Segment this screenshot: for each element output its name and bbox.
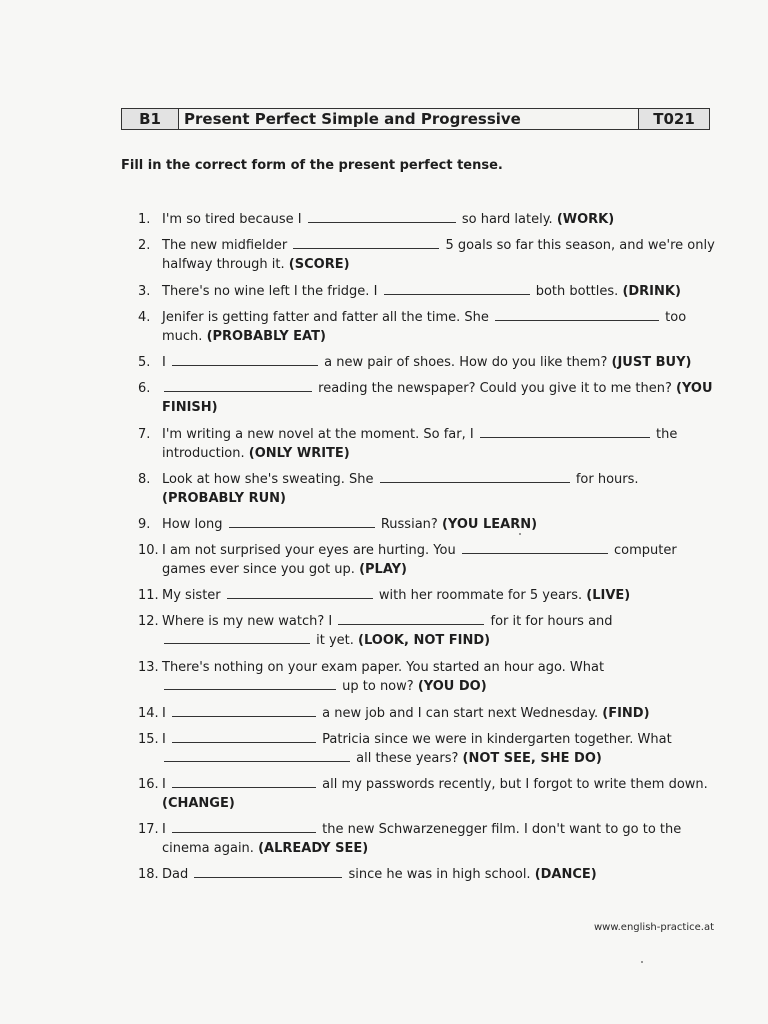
verb-hint: (DRINK) xyxy=(622,284,681,299)
exercise-item-4 xyxy=(138,308,716,346)
answer-blank[interactable] xyxy=(495,308,659,321)
verb-hint: (CHANGE) xyxy=(162,796,235,811)
answer-blank[interactable] xyxy=(172,730,316,743)
instruction-text: Fill in the correct form of the present perfect tense. xyxy=(121,158,503,173)
verb-hint: (YOU DO) xyxy=(417,679,487,694)
verb-hint: (ALREADY SEE) xyxy=(258,841,369,856)
exercise-item-11 xyxy=(138,586,716,605)
item-text: Where is my new watch? I xyxy=(162,614,333,629)
item-text: all my passwords recently, but I forgot to write them down. xyxy=(322,777,708,792)
exercise-item-10 xyxy=(138,541,716,579)
footer-url: www.english-practice.at xyxy=(594,922,715,933)
item-text: up to now? xyxy=(342,679,414,694)
answer-blank[interactable] xyxy=(164,631,310,644)
verb-hint: (DANCE) xyxy=(534,867,597,882)
verb-hint: (PROBABLY RUN) xyxy=(162,491,286,506)
worksheet-header xyxy=(121,108,710,130)
scan-speck xyxy=(641,961,643,963)
item-number: 8. xyxy=(138,472,151,487)
item-text: all these years? xyxy=(356,751,459,766)
item-number: 3. xyxy=(138,284,151,299)
item-text: Patricia since we were in kindergarten together. What xyxy=(322,732,672,747)
exercise-item-3 xyxy=(138,282,716,301)
exercise-item-15 xyxy=(138,730,716,768)
item-number: 15. xyxy=(138,732,159,747)
item-text: it yet. xyxy=(316,633,354,648)
exercise-item-14 xyxy=(138,704,716,723)
item-number: 17. xyxy=(138,822,159,837)
exercise-item-5 xyxy=(138,353,716,372)
exercise-item-7 xyxy=(138,425,716,463)
scan-speck xyxy=(519,533,521,535)
item-text: so hard lately. xyxy=(461,212,553,227)
answer-blank[interactable] xyxy=(480,425,650,438)
item-text: 5 goals so far this season, and we're only halfway through it. xyxy=(162,238,715,272)
item-number: 16. xyxy=(138,777,159,792)
item-text: both bottles. xyxy=(535,284,619,299)
verb-hint: (PLAY) xyxy=(359,562,408,577)
item-number: 9. xyxy=(138,517,151,532)
answer-blank[interactable] xyxy=(229,515,375,528)
verb-hint: (LIVE) xyxy=(586,588,631,603)
answer-blank[interactable] xyxy=(172,775,316,788)
exercise-item-13 xyxy=(138,658,716,696)
item-text: since he was in high school. xyxy=(348,867,531,882)
item-text: the new Schwarzenegger film. I don't want to go to the cinema again. xyxy=(162,822,682,856)
item-number: 5. xyxy=(138,355,151,370)
item-text: reading the newspaper? Could you give it to me then? xyxy=(318,381,672,396)
item-number: 6. xyxy=(138,381,151,396)
answer-blank[interactable] xyxy=(164,379,312,392)
item-text: There's no wine left I the fridge. I xyxy=(162,284,378,299)
verb-hint: (PROBABLY EAT) xyxy=(206,329,326,344)
item-number: 13. xyxy=(138,660,159,675)
verb-hint: (SCORE) xyxy=(288,257,350,272)
exercise-item-8 xyxy=(138,470,716,508)
item-number: 18. xyxy=(138,867,159,882)
level-badge: B1 xyxy=(122,109,179,129)
item-text: computer games ever since you got up. xyxy=(162,543,677,577)
item-text: I am not surprised your eyes are hurting. You xyxy=(162,543,456,558)
exercise-item-17 xyxy=(138,820,716,858)
exercise-item-18 xyxy=(138,865,716,884)
item-text: I xyxy=(162,732,166,747)
exercise-item-6 xyxy=(138,379,716,417)
answer-blank[interactable] xyxy=(380,470,570,483)
item-number: 11. xyxy=(138,588,159,603)
item-text: a new job and I can start next Wednesday. xyxy=(322,706,599,721)
item-number: 1. xyxy=(138,212,151,227)
worksheet-title: Present Perfect Simple and Progressive xyxy=(179,109,638,129)
item-text: I'm so tired because I xyxy=(162,212,302,227)
item-number: 4. xyxy=(138,310,151,325)
item-text: Dad xyxy=(162,867,189,882)
answer-blank[interactable] xyxy=(172,353,318,366)
exercise-item-1 xyxy=(138,210,716,229)
exercise-item-9 xyxy=(138,515,716,534)
item-text: for it for hours and xyxy=(490,614,613,629)
answer-blank[interactable] xyxy=(308,210,456,223)
item-text: I xyxy=(162,822,166,837)
item-text: The new midfielder xyxy=(162,238,288,253)
verb-hint: (FIND) xyxy=(602,706,650,721)
item-text: I xyxy=(162,777,166,792)
item-text: too much. xyxy=(162,310,687,344)
item-text: There's nothing on your exam paper. You started an hour ago. What xyxy=(162,660,605,675)
answer-blank[interactable] xyxy=(164,677,336,690)
answer-blank[interactable] xyxy=(164,749,350,762)
answer-blank[interactable] xyxy=(384,282,530,295)
item-number: 12. xyxy=(138,614,159,629)
verb-hint: (YOU FINISH) xyxy=(162,381,713,415)
item-text: Russian? xyxy=(380,517,438,532)
item-text: for hours. xyxy=(575,472,639,487)
item-number: 7. xyxy=(138,427,151,442)
verb-hint: (YOU LEARN) xyxy=(441,517,538,532)
item-text: the introduction. xyxy=(162,427,678,461)
answer-blank[interactable] xyxy=(338,612,484,625)
exercise-item-16 xyxy=(138,775,716,813)
item-text: Jenifer is getting fatter and fatter all the time. She xyxy=(162,310,489,325)
answer-blank[interactable] xyxy=(172,820,316,833)
verb-hint: (ONLY WRITE) xyxy=(248,446,350,461)
item-number: 10. xyxy=(138,543,159,558)
item-text: I xyxy=(162,706,166,721)
item-number: 14. xyxy=(138,706,159,721)
item-text: with her roommate for 5 years. xyxy=(378,588,583,603)
answer-blank[interactable] xyxy=(194,865,342,878)
answer-blank[interactable] xyxy=(462,541,608,554)
verb-hint: (WORK) xyxy=(556,212,615,227)
answer-blank[interactable] xyxy=(227,586,373,599)
item-text: Look at how she's sweating. She xyxy=(162,472,374,487)
answer-blank[interactable] xyxy=(172,704,316,717)
answer-blank[interactable] xyxy=(293,236,439,249)
verb-hint: (NOT SEE, SHE DO) xyxy=(462,751,602,766)
worksheet-code: T021 xyxy=(638,109,709,129)
item-text: a new pair of shoes. How do you like them? xyxy=(324,355,608,370)
verb-hint: (LOOK, NOT FIND) xyxy=(358,633,491,648)
item-text: My sister xyxy=(162,588,221,603)
exercise-item-12 xyxy=(138,612,716,650)
item-number: 2. xyxy=(138,238,151,253)
exercise-item-2 xyxy=(138,236,716,274)
verb-hint: (JUST BUY) xyxy=(611,355,692,370)
item-text: How long xyxy=(162,517,223,532)
item-text: I'm writing a new novel at the moment. So far, I xyxy=(162,427,474,442)
item-text: I xyxy=(162,355,166,370)
